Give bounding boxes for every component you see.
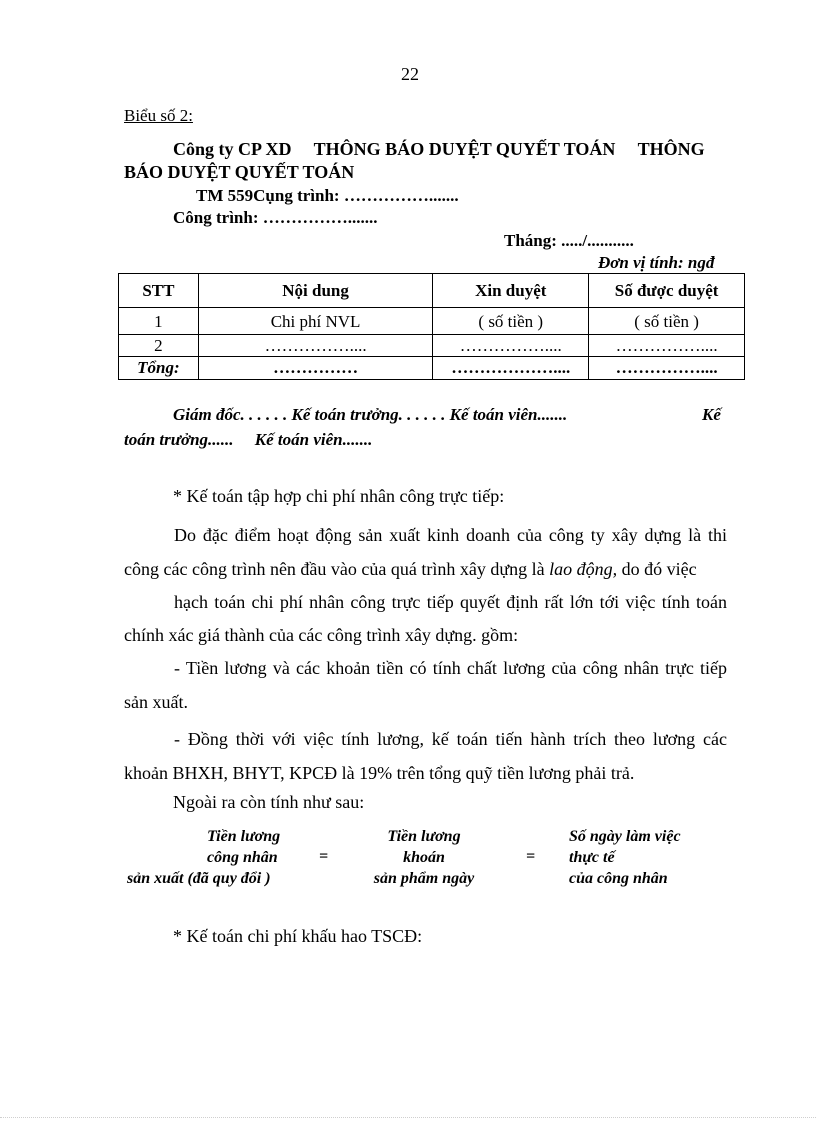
table-cell: Chi phí NVL: [198, 308, 432, 335]
paragraph-insurance-item: - Đồng thời với việc tính lương, kế toán tiến hành trích theo lương các khoản BHXH, BHYT, KPCĐ là 19% trên tổng quỹ tiền lương phải trả.: [124, 729, 727, 783]
table-cell: ( số tiền ): [589, 308, 745, 335]
page-number: 22: [401, 64, 419, 84]
table-label: Biểu số 2:: [124, 106, 193, 125]
table-cell: 2: [119, 335, 199, 357]
table-header-cell: Xin duyệt: [433, 274, 589, 308]
table-cell: ……………....: [589, 335, 745, 357]
table-cell: Tổng:: [119, 357, 199, 380]
emphasis-text: lao động,: [549, 559, 618, 579]
table-cell: ……………: [198, 357, 432, 380]
table-cell: ( số tiền ): [433, 308, 589, 335]
table-cell: 1: [119, 308, 199, 335]
formula-equals: =: [319, 848, 329, 865]
table-row: [119, 308, 745, 335]
formula-text: Tiền lương: [387, 828, 461, 845]
formula-right-term: [569, 826, 681, 889]
table-total-row: [119, 357, 745, 380]
signature-line2: toán trưởng...... Kế toán viên.......: [124, 430, 373, 449]
formula-text: của công nhân: [569, 870, 668, 887]
table-header-cell: Nội dung: [198, 274, 432, 308]
signature-line1: Giám đốc. . . . . . Kế toán trưởng. . . . . . Kế toán viên.......: [173, 405, 568, 424]
paragraph-labor-cost: hạch toán chi phí nhân công trực tiếp quyết định rất lớn tới việc tính toán chính xác giá thành của các công trình xây dựng. gồm:: [124, 592, 727, 645]
formula-text: khoán: [403, 849, 445, 866]
formula-text: Tiền lương: [207, 828, 281, 845]
paragraph-wage-item: - Tiền lương và các khoản tiền có tính chất lương của công nhân trực tiếp sản xuất.: [124, 658, 727, 712]
table-cell: ………………....: [433, 357, 589, 380]
project-name-line: Công trình: …………….......: [173, 208, 378, 227]
unit-line: Đơn vị tính: ngđ: [598, 253, 715, 272]
report-header-line2: BÁO DUYỆT QUYẾT TOÁN: [124, 162, 355, 182]
table-header-row: [119, 274, 745, 308]
paragraph-text: do đó việc: [617, 559, 697, 579]
report-header-line1: Công ty CP XD THÔNG BÁO DUYỆT QUYẾT TOÁN THÔNG: [173, 139, 705, 159]
section-heading-depreciation: * Kế toán chi phí khấu hao TSCĐ:: [173, 926, 423, 946]
formula-middle-term: [362, 826, 486, 889]
formula-left-term: [127, 826, 281, 889]
page-bottom-divider: [0, 1117, 816, 1118]
table-cell: ……………....: [433, 335, 589, 357]
table-header-cell: STT: [119, 274, 199, 308]
signature-line1-end: Kế: [702, 405, 721, 424]
paragraph-formula-intro: Ngoài ra còn tính như sau:: [173, 792, 365, 812]
approval-table: [118, 273, 745, 380]
formula-text: Số ngày làm việc: [569, 828, 681, 845]
table-row: [119, 335, 745, 357]
report-header-line3: TM 559Cụng trình: …………….......: [196, 186, 459, 205]
formula-text: sản phẩm ngày: [373, 870, 475, 887]
formula-text: công nhân: [207, 849, 278, 866]
paragraph-text: Do đặc điểm hoạt động sản xuất kinh doanh của công ty xây dựng là thi công các công trình nên đầu vào của quá trình xây dựng là: [124, 525, 727, 579]
table-cell: ……………....: [589, 357, 745, 380]
section-heading-labor: * Kế toán tập hợp chi phí nhân công trực tiếp:: [173, 486, 505, 506]
paragraph-labor-intro: [124, 518, 727, 586]
formula-text: thực tế: [569, 849, 615, 866]
formula-equals: =: [526, 848, 536, 865]
month-line: Tháng: ...../...........: [504, 231, 634, 250]
table-header-cell: Số được duyệt: [589, 274, 745, 308]
formula-text: sản xuất (đã quy đổi ): [127, 870, 271, 887]
table-cell: ……………....: [198, 335, 432, 357]
